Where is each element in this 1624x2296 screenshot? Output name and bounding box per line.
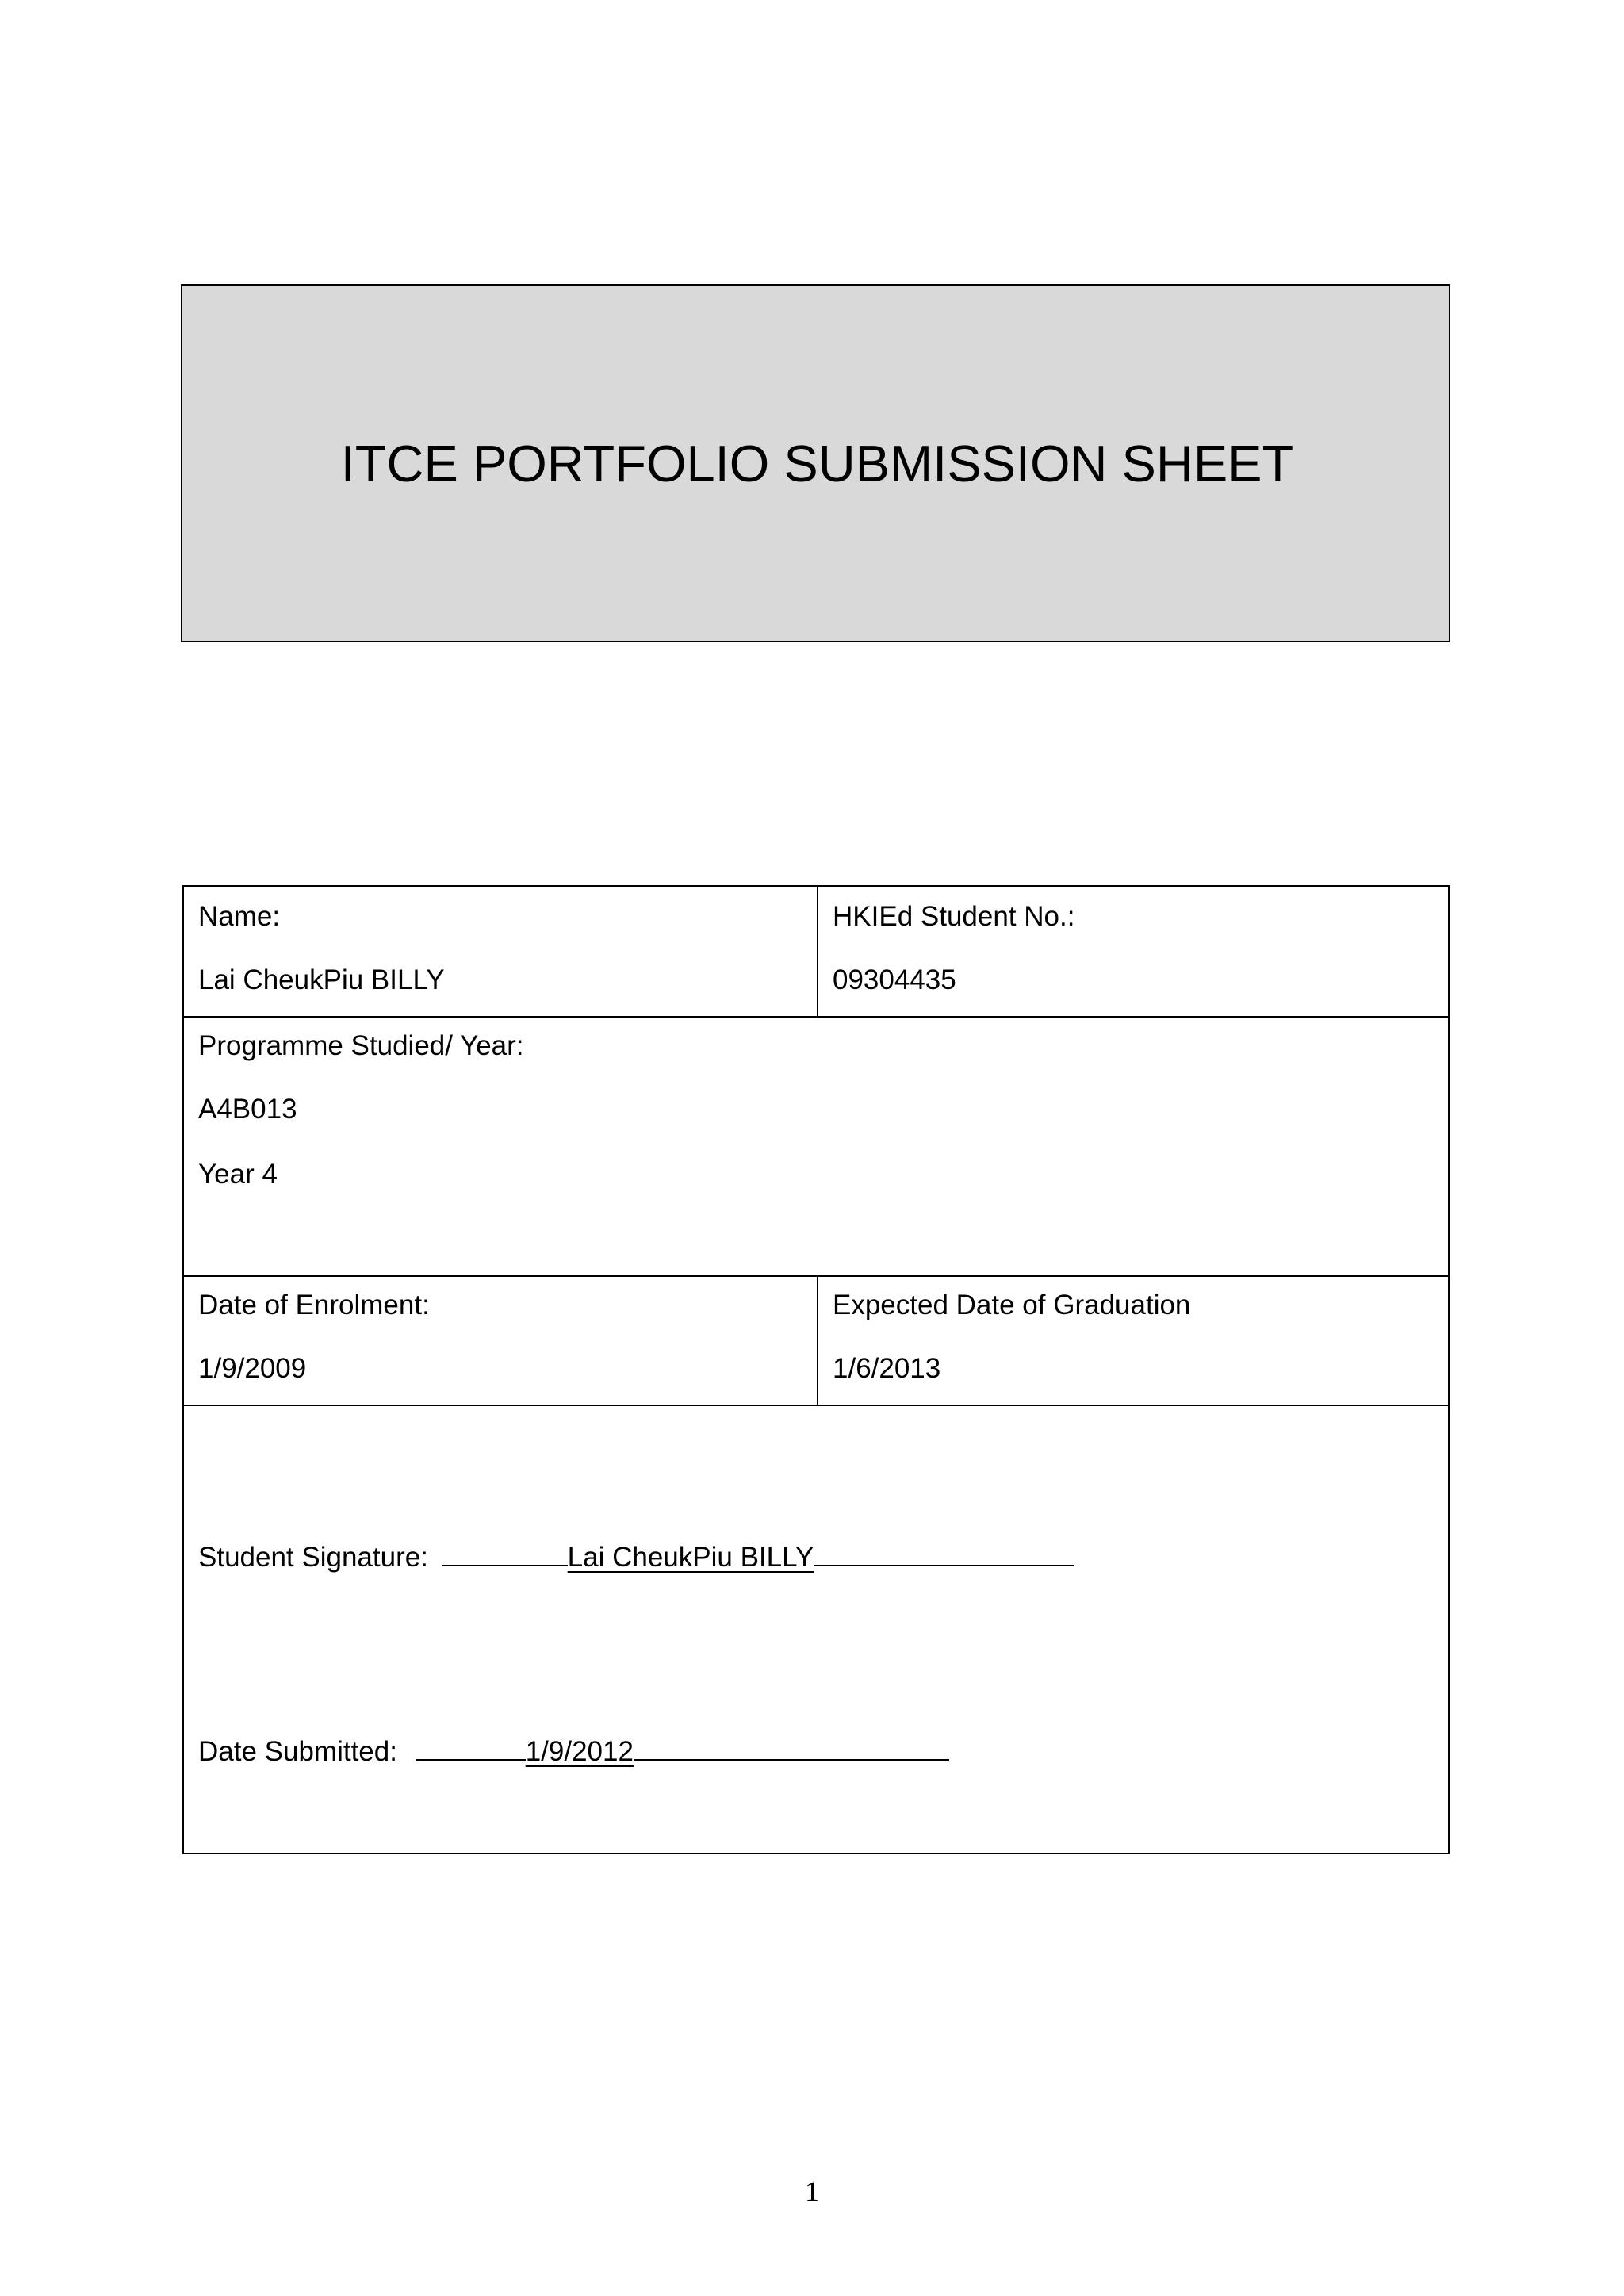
- name-row: [184, 887, 1448, 1016]
- programme-row: [184, 1016, 1448, 1275]
- enrolment-label: Date of Enrolment:: [198, 1290, 430, 1320]
- signature-blank-left: [442, 1538, 568, 1566]
- dates-row: [184, 1275, 1448, 1405]
- name-label: Name:: [198, 901, 281, 932]
- programme-label: Programme Studied/ Year:: [198, 1030, 524, 1061]
- signature-cell: [184, 1406, 1448, 1853]
- enrolment-value: 1/9/2009: [198, 1353, 307, 1384]
- name-value: Lai CheukPiu BILLY: [198, 964, 445, 995]
- graduation-label: Expected Date of Graduation: [833, 1290, 1191, 1320]
- signature-value: Lai CheukPiu BILLY: [567, 1542, 814, 1573]
- title-banner: [181, 284, 1450, 642]
- date-submitted-line: [198, 1732, 949, 1768]
- year-value: Year 4: [198, 1159, 278, 1190]
- graduation-cell: [818, 1277, 1450, 1405]
- date-submitted-blank-right: [634, 1732, 949, 1761]
- enrolment-cell: [184, 1277, 818, 1405]
- date-submitted-value: 1/9/2012: [525, 1736, 634, 1767]
- student-no-label: HKIEd Student No.:: [833, 901, 1075, 932]
- page-number: 1: [805, 2175, 819, 2207]
- student-info-table: [182, 885, 1450, 1854]
- programme-value: A4B013: [198, 1094, 297, 1125]
- graduation-value: 1/6/2013: [833, 1353, 941, 1384]
- programme-cell: [184, 1018, 1448, 1275]
- document-title: ITCE PORTFOLIO SUBMISSION SHEET: [340, 434, 1294, 493]
- signature-label: Student Signature:: [198, 1542, 428, 1573]
- signature-line: [198, 1538, 1074, 1573]
- date-submitted-blank-left: [416, 1732, 526, 1761]
- signature-row: [184, 1405, 1448, 1853]
- date-submitted-label: Date Submitted:: [198, 1736, 397, 1767]
- name-cell: [184, 887, 818, 1016]
- signature-blank-right: [814, 1538, 1074, 1566]
- student-no-value: 09304435: [833, 964, 956, 995]
- student-no-cell: [818, 887, 1450, 1016]
